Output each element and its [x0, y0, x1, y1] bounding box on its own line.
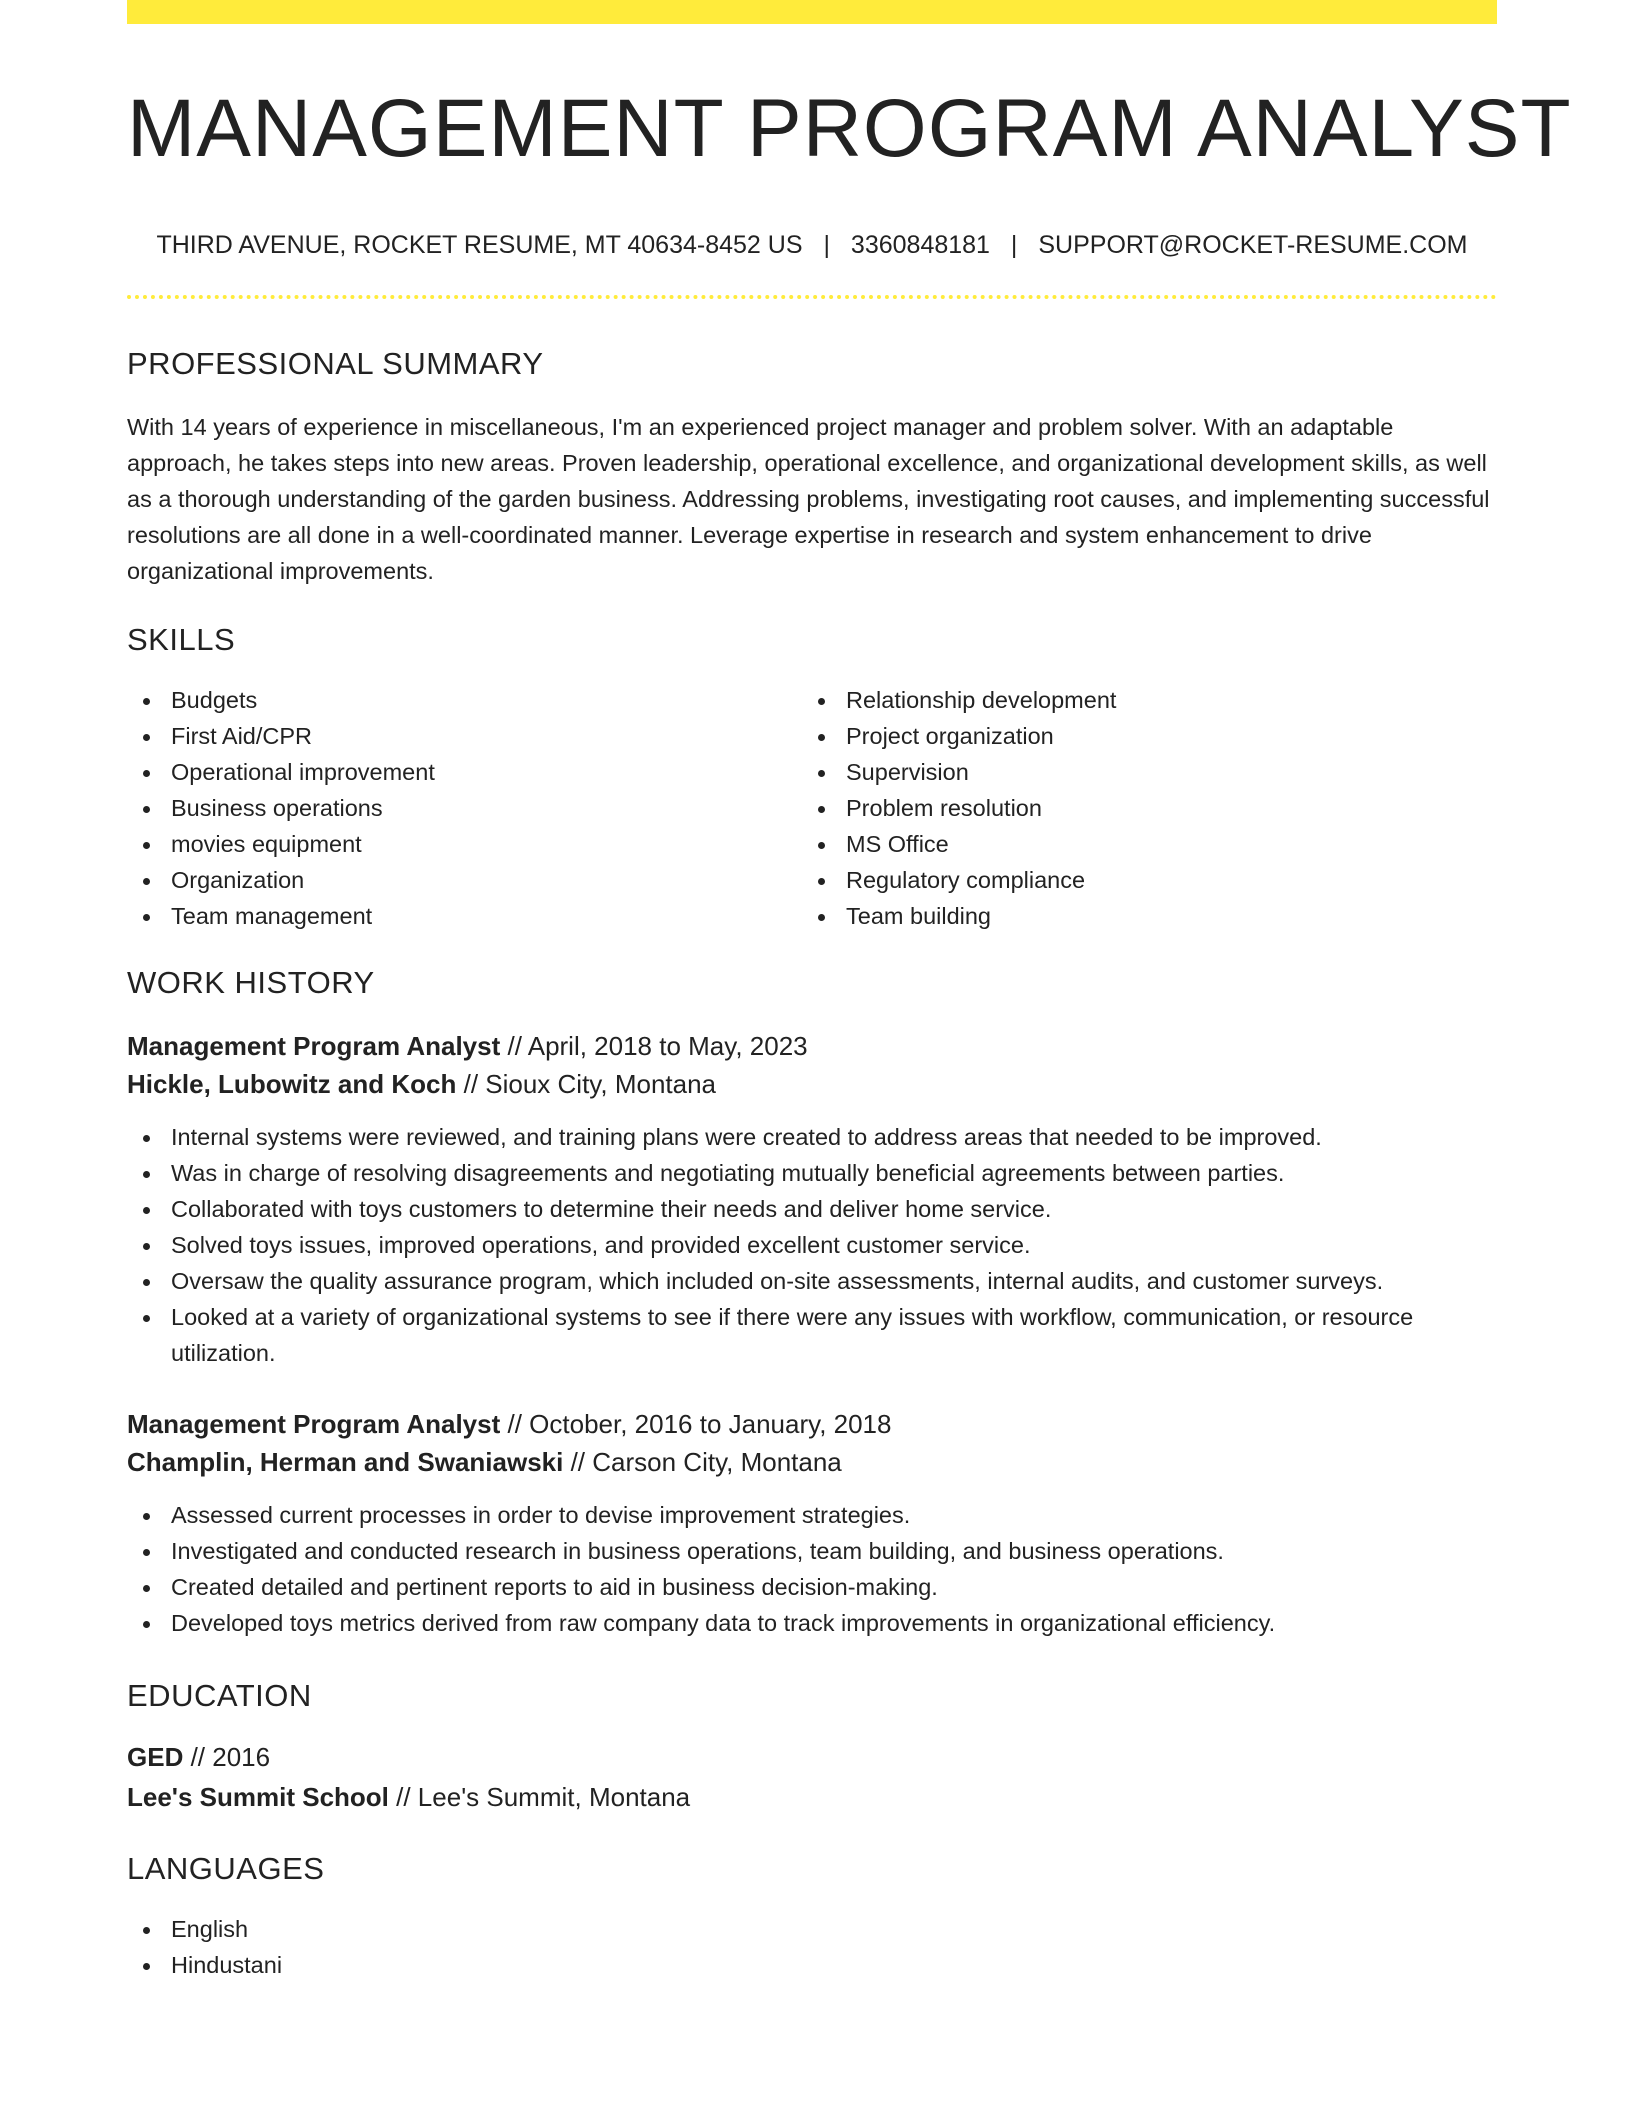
language-item: Hindustani: [127, 1947, 1497, 1983]
education-degree: GED: [127, 1742, 184, 1773]
job-company: Champlin, Herman and Swaniawski: [127, 1446, 564, 1477]
skills-grid: [127, 682, 1497, 934]
job-company: Hickle, Lubowitz and Koch: [127, 1068, 457, 1099]
job-bullet: Collaborated with toys customers to determine their needs and deliver home service.: [127, 1191, 1497, 1227]
job-company-line: [127, 1065, 1497, 1103]
contact-separator: |: [1010, 231, 1018, 260]
contact-phone: 3360848181: [850, 231, 990, 260]
education-year: // 2016: [190, 1742, 271, 1773]
skill-item: Relationship development: [802, 682, 1477, 718]
contact-separator: |: [823, 231, 830, 260]
resume-page: [127, 0, 1572, 1983]
languages-list: [127, 1911, 1497, 1983]
contact-line: [127, 230, 1497, 260]
job-location: // Carson City, Montana: [570, 1446, 842, 1477]
job-bullet: Was in charge of resolving disagreements and negotiating mutually beneficial agreements between parties.: [127, 1155, 1497, 1191]
job-bullet: Created detailed and pertinent reports to aid in business decision-making.: [127, 1569, 1497, 1605]
job-bullet: Internal systems were reviewed, and training plans were created to address areas that needed to be improved.: [127, 1119, 1497, 1155]
skill-item: First Aid/CPR: [127, 718, 802, 754]
summary-heading: PROFESSIONAL SUMMARY: [127, 346, 544, 382]
job-location: // Sioux City, Montana: [463, 1068, 717, 1099]
skills-heading: SKILLS: [127, 621, 236, 657]
contact-address: THIRD AVENUE, ROCKET RESUME, MT 40634-8452 US: [156, 231, 803, 260]
job-role: Management Program Analyst: [127, 1030, 501, 1061]
job-bullet: Investigated and conducted research in business operations, team building, and business operations.: [127, 1533, 1497, 1569]
dotted-divider: [127, 295, 1497, 299]
skill-item: Team building: [802, 898, 1477, 934]
education-heading: EDUCATION: [127, 1677, 312, 1713]
skill-item: Organization: [127, 862, 802, 898]
job-bullet: Solved toys issues, improved operations, and provided excellent customer service.: [127, 1227, 1497, 1263]
job-dates: // October, 2016 to January, 2018: [507, 1408, 892, 1439]
skill-item: movies equipment: [127, 826, 802, 862]
resume-name-title: MANAGEMENT PROGRAM ANALYST: [127, 83, 1572, 174]
job-role: Management Program Analyst: [127, 1408, 501, 1439]
education-degree-line: [127, 1738, 1497, 1776]
accent-top-bar: [127, 0, 1497, 24]
job-dates: // April, 2018 to May, 2023: [507, 1030, 808, 1061]
job-role-line: [127, 1405, 1497, 1443]
education-school: Lee's Summit School: [127, 1782, 389, 1813]
education-location: // Lee's Summit, Montana: [396, 1782, 691, 1813]
job-bullet: Developed toys metrics derived from raw company data to track improvements in organizational efficiency.: [127, 1605, 1497, 1641]
skills-list-right: [802, 682, 1477, 934]
work-history-heading: WORK HISTORY: [127, 964, 375, 1000]
job-bullet: Oversaw the quality assurance program, which included on-site assessments, internal audits, and customer surveys.: [127, 1263, 1497, 1299]
skill-item: Regulatory compliance: [802, 862, 1477, 898]
skill-item: Supervision: [802, 754, 1477, 790]
job-company-line: [127, 1443, 1497, 1481]
education-school-line: [127, 1778, 1497, 1816]
job-bullet-list: [127, 1497, 1497, 1641]
skill-item: Business operations: [127, 790, 802, 826]
skill-item: Project organization: [802, 718, 1477, 754]
language-item: English: [127, 1911, 1497, 1947]
job-bullet: Looked at a variety of organizational systems to see if there were any issues with workflow, communication, or resource utilization.: [127, 1299, 1497, 1371]
languages-heading: LANGUAGES: [127, 1851, 325, 1887]
skill-item: MS Office: [802, 826, 1477, 862]
skill-item: Budgets: [127, 682, 802, 718]
skill-item: Problem resolution: [802, 790, 1477, 826]
job-bullet: Assessed current processes in order to devise improvement strategies.: [127, 1497, 1497, 1533]
job-bullet-list: [127, 1119, 1497, 1371]
summary-text: With 14 years of experience in miscellaneous, I'm an experienced project manager and problem solver. With an adaptable approach, he takes steps into new areas. Proven leadership, operational excellence, and organizational development skills, as well as a thorough understanding of the garden business. Addressing problems, investigating root causes, and implementing successful resolutions are all done in a well-coordinated manner. Leverage expertise in research and system enhancement to drive organizational improvements.: [127, 413, 1490, 584]
skill-item: Team management: [127, 898, 802, 934]
contact-email: SUPPORT@ROCKET-RESUME.COM: [1038, 231, 1468, 260]
skill-item: Operational improvement: [127, 754, 802, 790]
skills-list-left: [127, 682, 802, 934]
job-role-line: [127, 1027, 1497, 1065]
